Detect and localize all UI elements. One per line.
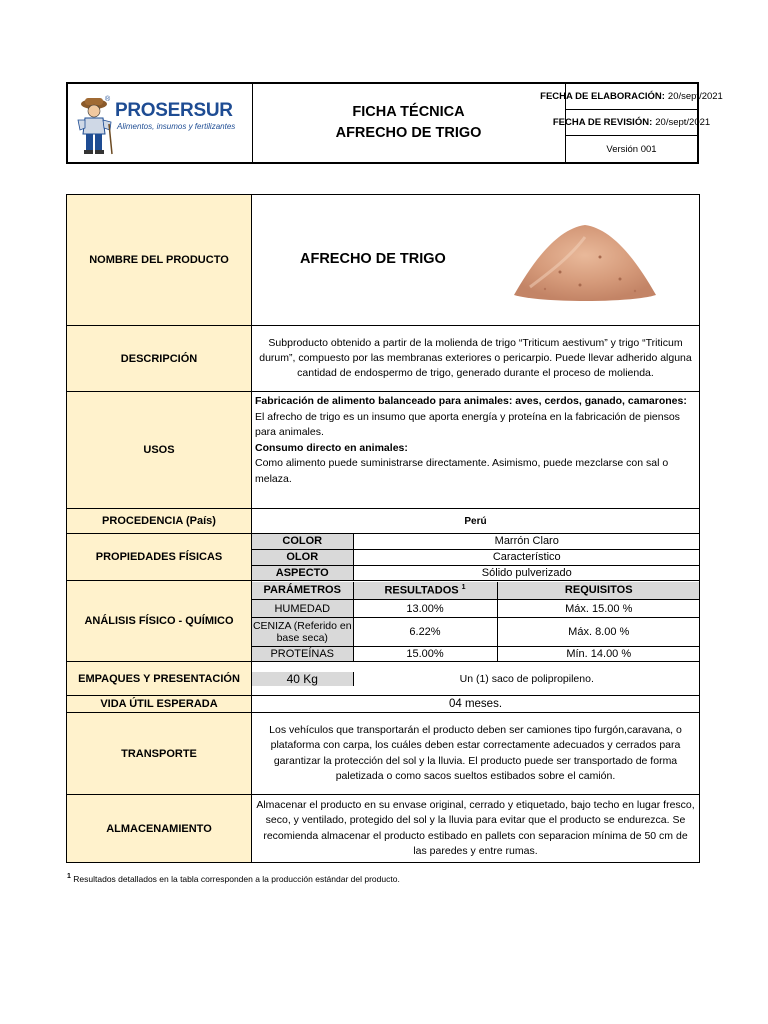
title-line-1: FICHA TÉCNICA xyxy=(352,104,465,120)
fecha-elaboracion-label: FECHA DE ELABORACIÓN: xyxy=(540,91,665,102)
propiedad-value: Sólido pulverizado xyxy=(353,565,700,580)
row-empaques xyxy=(67,662,700,696)
footnote-text: Resultados detallados en la tabla corresponden a la producción estándar del producto. xyxy=(73,873,400,884)
propiedades-label: PROPIEDADES FÍSICAS xyxy=(67,534,252,581)
analisis-row xyxy=(252,647,700,661)
param-name: PROTEÍNAS xyxy=(252,647,353,661)
version xyxy=(566,136,697,162)
col-requisitos: REQUISITOS xyxy=(497,582,700,600)
param-result: 6.22% xyxy=(353,618,497,647)
brand-name: PROSERSUR xyxy=(115,100,233,121)
registered-mark: ® xyxy=(105,96,111,103)
col-parametros: PARÁMETROS xyxy=(252,582,353,600)
transporte-text: Los vehículos que transportarán el producto deben ser camiones tipo furgón,caravana, o plataforma con carpa, los cuáles deben estar correctamente adecuados y cerrados para garantizar la protección del sol y la lluvia. El producto puede ser transportado de forma paletizada o como sacos sueltos estibados sobre el camión. xyxy=(252,713,700,795)
row-vida-util xyxy=(67,696,700,713)
product-name: AFRECHO DE TRIGO xyxy=(300,251,446,267)
spec-table xyxy=(66,194,700,863)
propiedad-value: Marrón Claro xyxy=(353,534,700,549)
empaques-cell xyxy=(252,662,700,696)
document-title xyxy=(252,84,566,162)
param-name: CENIZA (Referido en base seca) xyxy=(252,618,353,647)
empaques-row xyxy=(252,672,700,686)
row-descripcion xyxy=(67,326,700,392)
footnote-mark: 1 xyxy=(67,873,71,880)
usos-text-2: Como alimento puede suministrarse directamente. Asimismo, puede mezclarse con sal o melaza. xyxy=(255,457,669,485)
row-nombre xyxy=(67,195,700,326)
procedencia-label: PROCEDENCIA (País) xyxy=(67,509,252,534)
row-almacenamiento xyxy=(67,795,700,863)
almacenamiento-label: ALMACENAMIENTO xyxy=(67,795,252,863)
analisis-label: ANÁLISIS FÍSICO - QUÍMICO xyxy=(67,581,252,662)
nombre-label: NOMBRE DEL PRODUCTO xyxy=(67,195,252,326)
procedencia-value: Perú xyxy=(252,509,700,534)
empaques-table xyxy=(252,672,700,686)
row-transporte xyxy=(67,713,700,795)
param-result: 13.00% xyxy=(353,600,497,618)
mascot-logo-icon xyxy=(74,94,116,156)
param-requirement: Máx. 15.00 % xyxy=(497,600,700,618)
document-meta xyxy=(540,84,723,162)
row-propiedades xyxy=(67,534,700,581)
empaque-desc: Un (1) saco de polipropileno. xyxy=(459,672,594,685)
param-requirement: Mín. 14.00 % xyxy=(497,647,700,661)
title-line-2: AFRECHO DE TRIGO xyxy=(335,125,482,141)
analisis-row xyxy=(252,600,700,618)
empaque-weight: 40 Kg xyxy=(252,672,353,686)
fecha-revision-label: FECHA DE REVISIÓN: xyxy=(552,117,653,128)
transporte-label: TRANSPORTE xyxy=(67,713,252,795)
propiedades-table xyxy=(252,534,700,580)
propiedad-value: Característico xyxy=(353,549,700,565)
descripcion-text: Subproducto obtenido a partir de la molienda de trigo “Triticum aestivum” y trigo “Triticum durum”, compuesto por las membranas exteriores o pericarpio. Puede llevar adherido alguna cantidad de endospermo de trigo, generado durante el proceso de molienda. xyxy=(252,326,700,392)
propiedad-row xyxy=(252,549,700,565)
vida-util-label: VIDA ÚTIL ESPERADA xyxy=(67,696,252,713)
propiedad-name: OLOR xyxy=(252,549,353,565)
empaques-label: EMPAQUES Y PRESENTACIÓN xyxy=(67,662,252,696)
usos-heading-1: Fabricación de alimento balanceado para animales: aves, cerdos, ganado, camarones: xyxy=(255,395,687,407)
row-analisis xyxy=(67,581,700,662)
analisis-table xyxy=(252,582,700,661)
usos-label: USOS xyxy=(67,392,252,509)
nombre-cell xyxy=(252,195,700,326)
param-name: HUMEDAD xyxy=(252,600,353,618)
param-result: 15.00% xyxy=(353,647,497,661)
brand-tagline: Alimentos, insumos y fertilizantes xyxy=(117,122,236,131)
propiedad-row xyxy=(252,565,700,580)
fecha-revision-value: 20/sept/2021 xyxy=(655,117,711,128)
col-resultados xyxy=(353,582,497,600)
row-procedencia xyxy=(67,509,700,534)
row-usos xyxy=(67,392,700,509)
almacenamiento-text: Almacenar el producto en su envase original, cerrado y etiquetado, bajo techo en lugar fresco, seco, y ventilado, protegido del sol y la lluvia para evitar que el producto se endurezca. Se recomienda almacenar el producto estibado en pallets con separacion mínima de 50 cm de las paredes y entre rumas. xyxy=(252,795,700,863)
fecha-elaboracion xyxy=(540,84,723,110)
footnote-ref: 1 xyxy=(461,583,466,591)
vida-util-value: 04 meses. xyxy=(252,696,700,713)
analisis-cell xyxy=(252,581,700,662)
document-header xyxy=(66,82,723,164)
analisis-header-row xyxy=(252,582,700,600)
wheat-bran-pile-image xyxy=(510,217,660,307)
analisis-row xyxy=(252,618,700,647)
propiedad-name: COLOR xyxy=(252,534,353,549)
footnote xyxy=(67,873,400,884)
logo xyxy=(68,84,253,162)
propiedad-row xyxy=(252,534,700,549)
fecha-revision xyxy=(552,110,711,136)
descripcion-label: DESCRIPCIÓN xyxy=(67,326,252,392)
version-text: Versión 001 xyxy=(606,143,657,155)
col-resultados-label: RESULTADOS xyxy=(384,584,459,597)
param-requirement: Máx. 8.00 % xyxy=(497,618,700,647)
propiedad-name: ASPECTO xyxy=(252,565,353,580)
usos-heading-2: Consumo directo en animales: xyxy=(255,441,408,454)
fecha-elaboracion-value: 20/sept/2021 xyxy=(667,91,723,102)
propiedades-cell xyxy=(252,534,700,581)
usos-text-1: El afrecho de trigo es un insumo que aporta energía y proteína en la fabricación de piensos para animales. xyxy=(255,410,680,438)
usos-cell xyxy=(252,392,700,509)
